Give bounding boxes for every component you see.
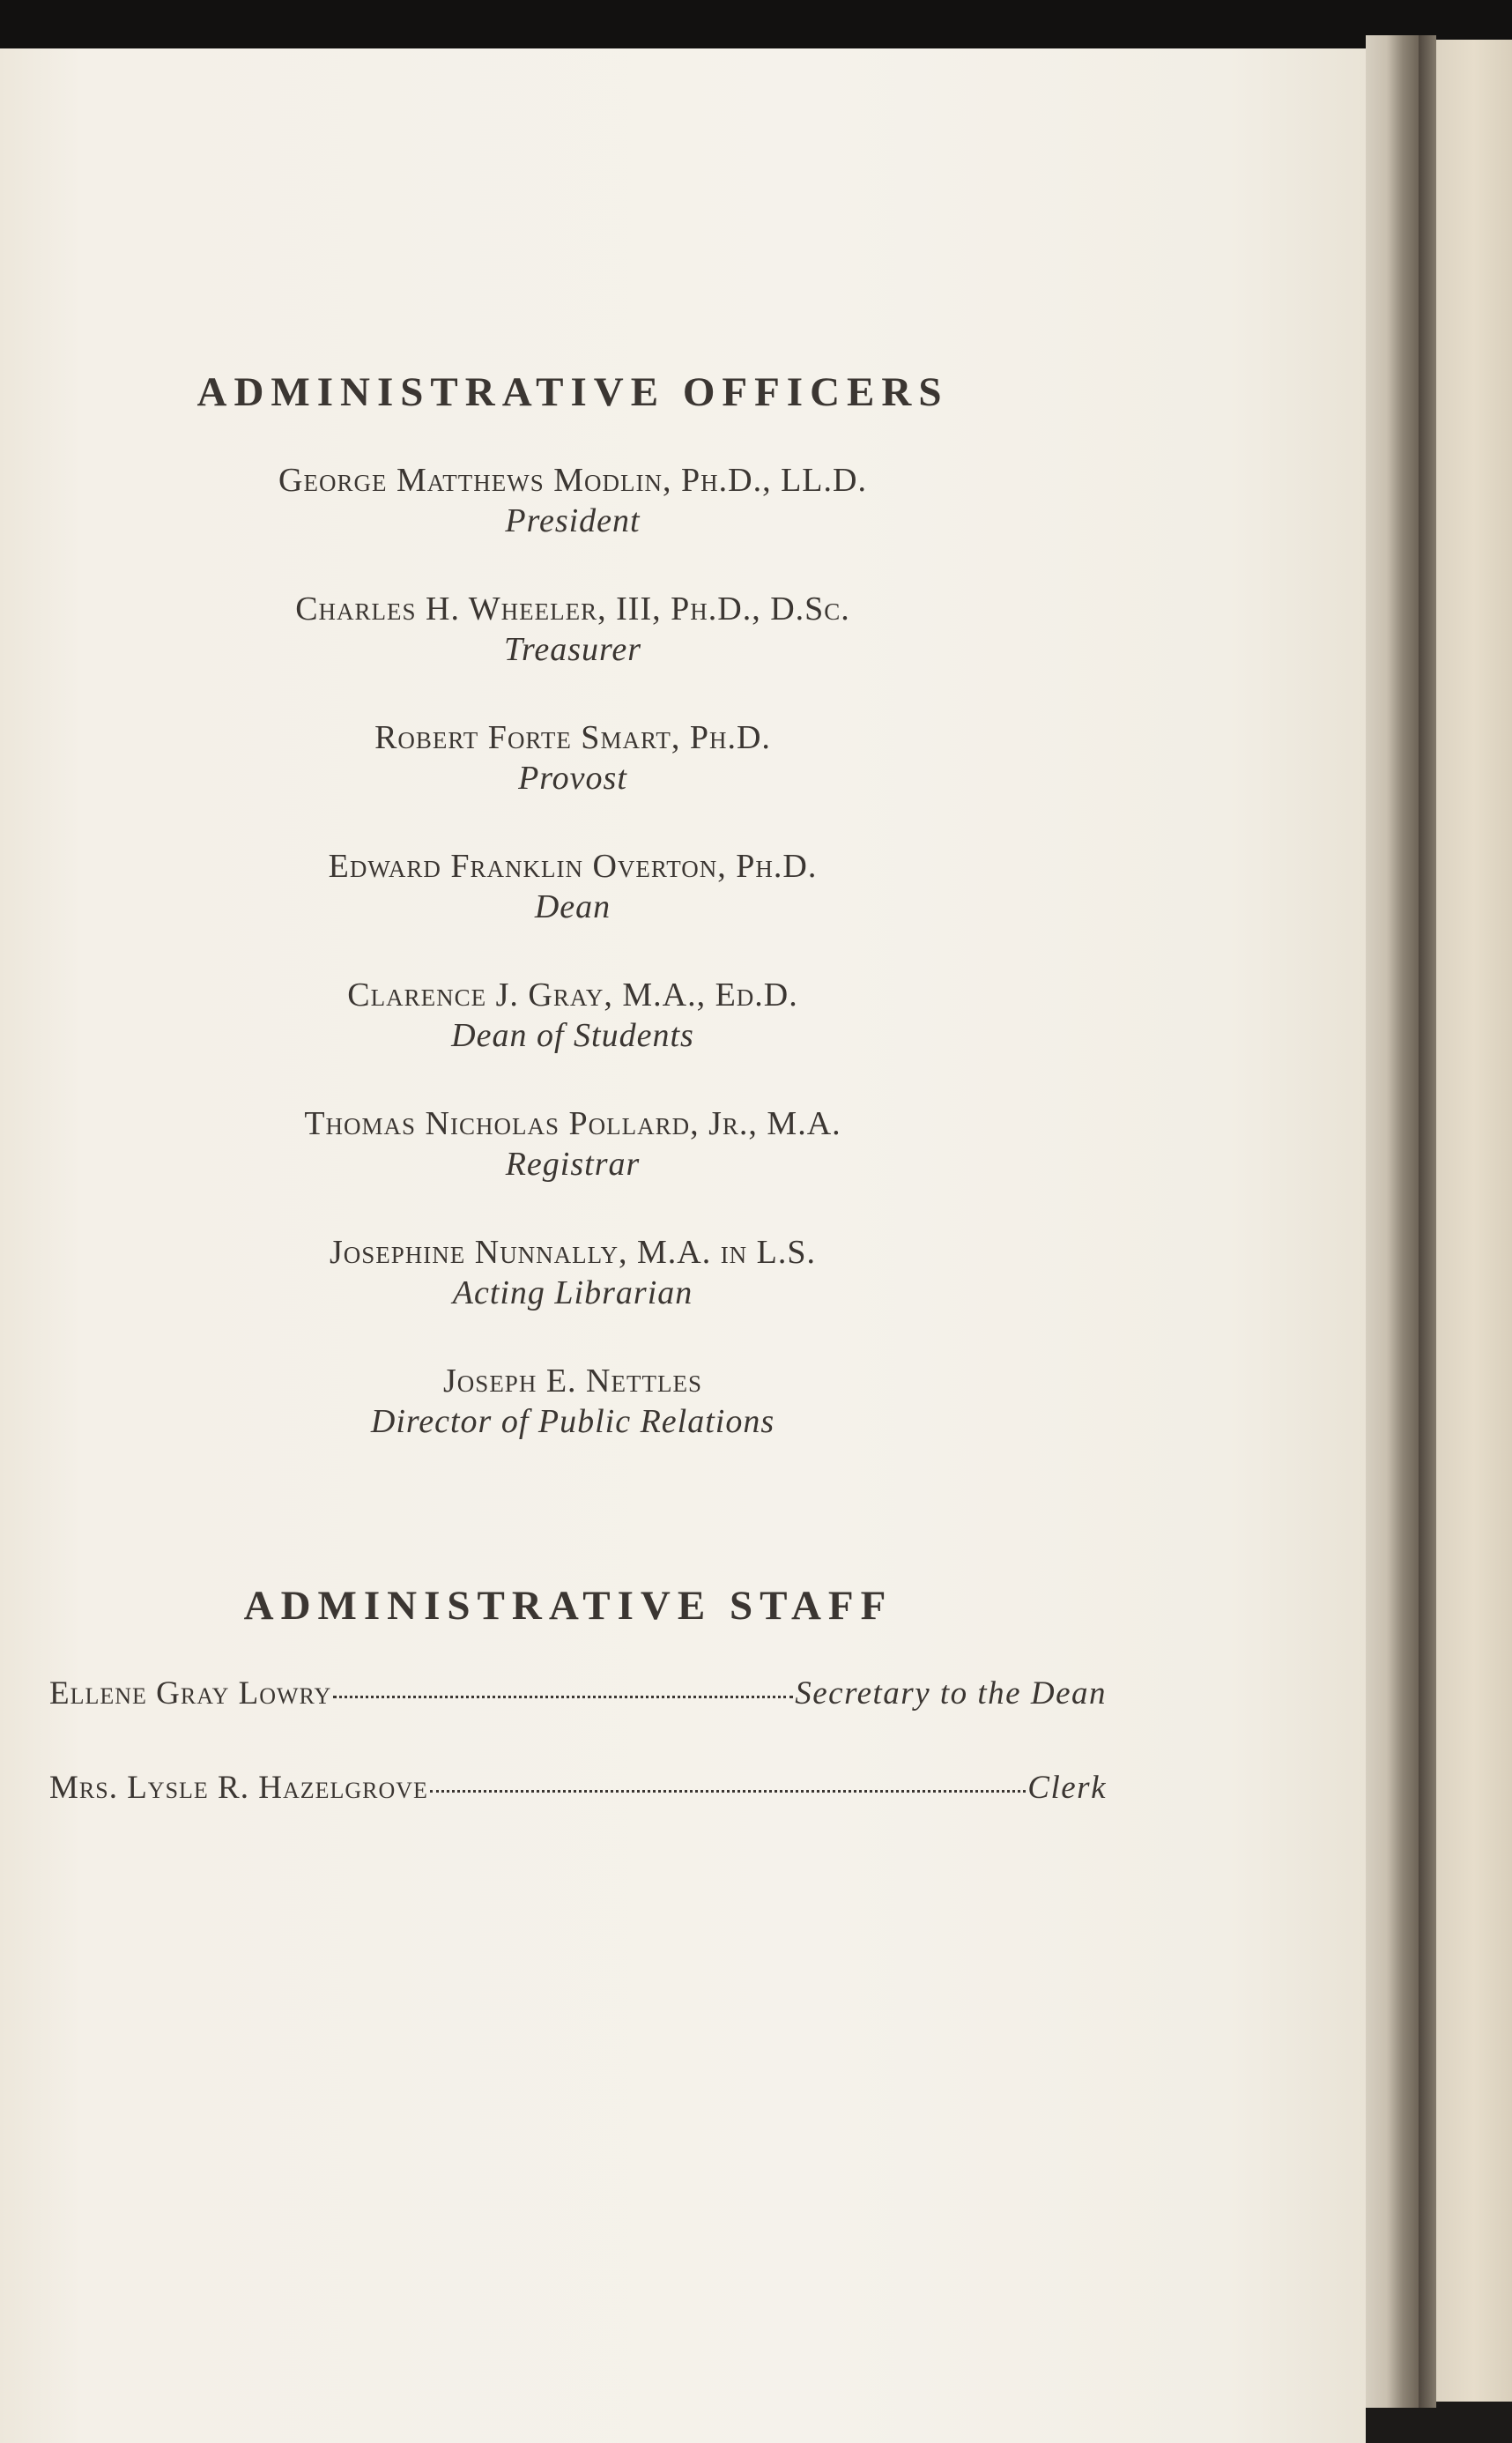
officer-name: Joseph E. Nettles — [443, 1363, 702, 1400]
staff-role: Clerk — [1027, 1770, 1107, 1806]
staff-role: Secretary to the Dean — [795, 1675, 1107, 1712]
officer-name: Robert Forte Smart, Ph.D. — [374, 719, 771, 756]
officer-entry — [0, 589, 1145, 670]
officer-entry — [0, 846, 1145, 927]
officers-heading: ADMINISTRATIVE OFFICERS — [196, 369, 949, 415]
book-spine-shadow — [1419, 35, 1436, 2408]
staff-row — [49, 1674, 1107, 1712]
staff-name: Mrs. Lysle R. Hazelgrove — [49, 1770, 428, 1806]
officer-title: Registrar — [505, 1146, 641, 1183]
officer-entry — [0, 460, 1145, 541]
staff-row — [49, 1769, 1107, 1807]
officer-title: President — [505, 502, 641, 539]
officer-title: Provost — [518, 760, 627, 797]
dot-leader — [333, 1696, 793, 1698]
scan-top-border — [0, 0, 1512, 48]
officer-name: Edward Franklin Overton, Ph.D. — [328, 848, 818, 885]
page-block-edge — [1436, 40, 1512, 2402]
officer-title: Treasurer — [503, 631, 642, 668]
scan-bottom-border — [1366, 2408, 1512, 2443]
officer-entry — [0, 717, 1145, 798]
officer-name: Josephine Nunnally, M.A. in L.S. — [329, 1234, 817, 1271]
officer-title: Dean — [534, 888, 611, 925]
dot-leader — [430, 1790, 1026, 1793]
officer-name: Clarence J. Gray, M.A., Ed.D. — [347, 976, 798, 1014]
officer-title: Director of Public Relations — [370, 1403, 775, 1440]
officer-entry — [0, 975, 1145, 1056]
officer-entry — [0, 1103, 1145, 1184]
staff-name: Ellene Gray Lowry — [49, 1675, 332, 1712]
officer-entry — [0, 1361, 1145, 1442]
officer-title: Acting Librarian — [452, 1274, 693, 1311]
officer-name: Thomas Nicholas Pollard, Jr., M.A. — [304, 1105, 841, 1142]
officer-name: George Matthews Modlin, Ph.D., LL.D. — [278, 462, 867, 499]
officer-entry — [0, 1232, 1145, 1313]
staff-heading: ADMINISTRATIVE STAFF — [243, 1583, 893, 1629]
page-edge — [1366, 35, 1419, 2408]
officer-name: Charles H. Wheeler, III, Ph.D., D.Sc. — [295, 590, 850, 627]
officer-title: Dean of Students — [451, 1017, 694, 1054]
